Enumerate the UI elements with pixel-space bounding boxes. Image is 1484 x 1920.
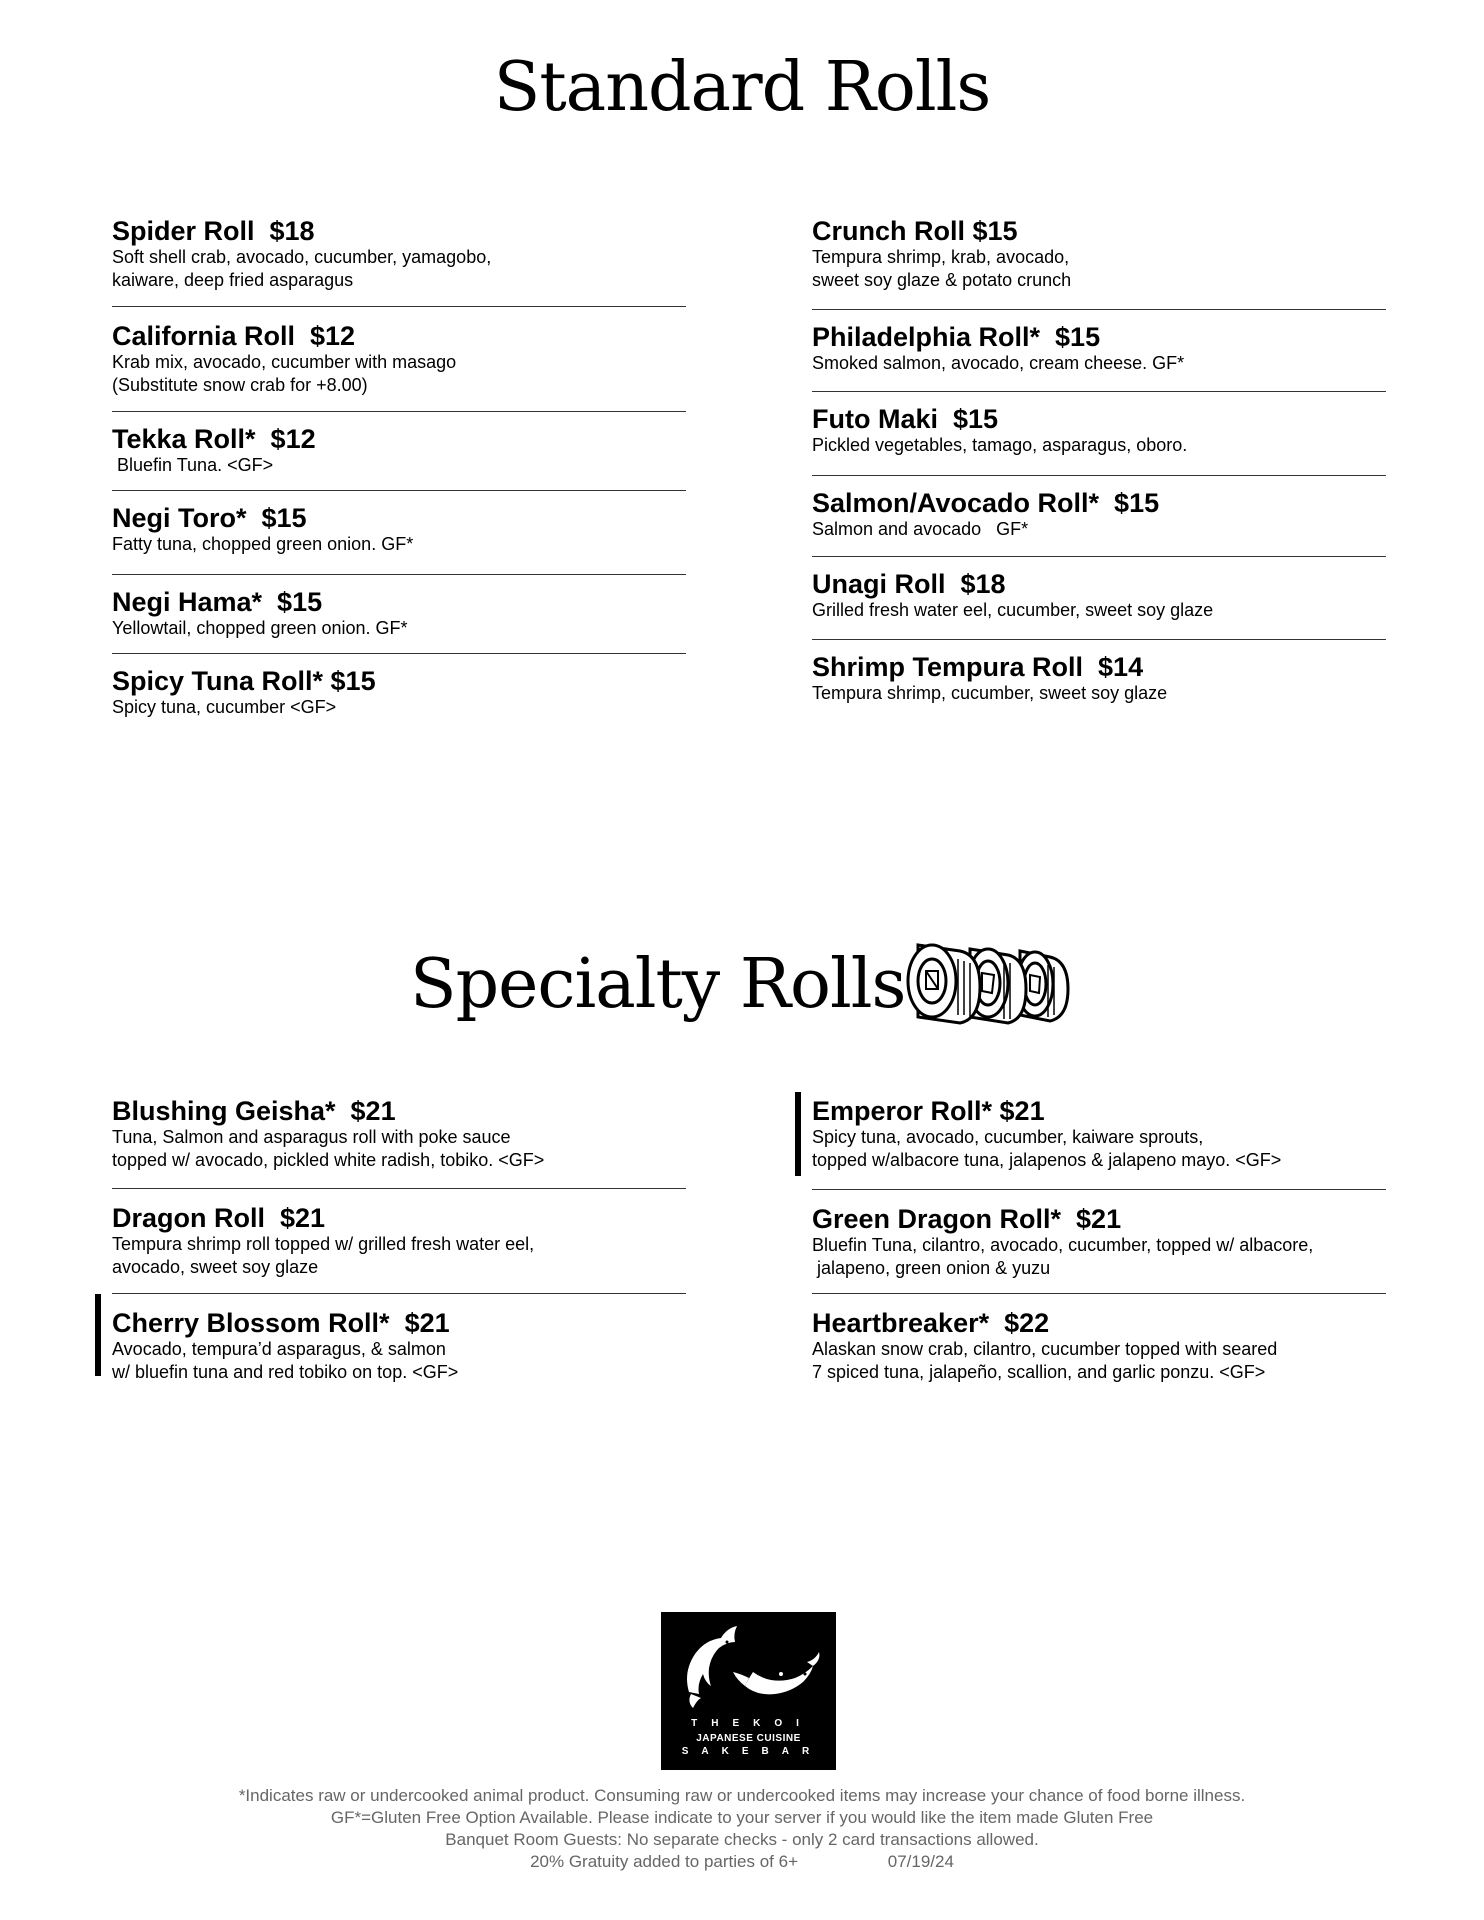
menu-item [112, 491, 686, 574]
footer-line: 20% Gratuity added to parties of 6+ 07/19/24 [530, 1852, 954, 1871]
koi-fish-icon [661, 1612, 836, 1712]
menu-item [812, 476, 1386, 556]
menu-item [112, 1189, 686, 1293]
standard-rolls-title: Standard Rolls [493, 48, 991, 127]
menu-item [112, 654, 686, 724]
item-name: Blushing Geisha* $21 [112, 1096, 396, 1126]
item-description: Yellowtail, chopped green onion. GF* [112, 618, 408, 638]
menu-item [112, 1096, 686, 1188]
footer-line: Banquet Room Guests: No separate checks - only 2 card transactions allowed. [445, 1830, 1039, 1849]
logo-line-2: JAPANESE CUISINE [696, 1733, 801, 1744]
standard-left-column [112, 216, 686, 724]
menu-item [112, 307, 686, 411]
highlight-bar [95, 1294, 101, 1376]
item-name: Cherry Blossom Roll* $21 [112, 1308, 450, 1338]
item-name: Tekka Roll* $12 [112, 424, 316, 454]
menu-item [112, 1294, 686, 1384]
menu-item [812, 640, 1386, 710]
specialty-left-column [112, 1096, 686, 1384]
footer-line: GF*=Gluten Free Option Available. Please indicate to your server if you would like the item made Gluten Free [330, 1808, 1154, 1827]
menu-item [112, 412, 686, 490]
item-description: Avocado, tempura’d asparagus, & salmon w/ bluefin tuna and red tobiko on top. <GF> [112, 1339, 459, 1382]
item-name: Shrimp Tempura Roll $14 [812, 652, 1144, 682]
item-name: Salmon/Avocado Roll* $15 [812, 488, 1160, 518]
item-name: California Roll $12 [112, 321, 356, 351]
item-description: Tuna, Salmon and asparagus roll with poke sauce topped w/ avocado, pickled white radish, tobiko. <GF> [112, 1127, 545, 1170]
item-description: Alaskan snow crab, cilantro, cucumber topped with seared 7 spiced tuna, jalapeño, scallion, and garlic ponzu. <GF> [812, 1339, 1278, 1382]
menu-item [112, 575, 686, 653]
specialty-rolls-header [0, 935, 1484, 1045]
menu-item [812, 216, 1386, 309]
footer-notes [0, 1785, 1484, 1873]
item-name: Unagi Roll $18 [812, 569, 1006, 599]
item-name: Philadelphia Roll* $15 [812, 322, 1101, 352]
menu-item [112, 216, 686, 306]
specialty-rolls-title: Specialty Rolls [410, 945, 906, 1024]
menu-item [812, 557, 1386, 639]
item-name: Crunch Roll $15 [812, 216, 1018, 246]
specialty-right-column [812, 1096, 1386, 1384]
menu-item [812, 1096, 1386, 1189]
item-description: Salmon and avocado GF* [812, 519, 1029, 539]
item-name: Emperor Roll* $21 [812, 1096, 1045, 1126]
item-name: Negi Toro* $15 [112, 503, 307, 533]
item-name: Heartbreaker* $22 [812, 1308, 1050, 1338]
item-description: Tempura shrimp, krab, avocado, sweet soy glaze & potato crunch [812, 247, 1072, 290]
item-name: Futo Maki $15 [812, 404, 999, 434]
menu-item [812, 392, 1386, 475]
menu-item [812, 1190, 1386, 1293]
logo-line-1: THEKOI [691, 1718, 813, 1729]
item-description: Tempura shrimp, cucumber, sweet soy glaze [812, 683, 1168, 703]
item-description: Pickled vegetables, tamago, asparagus, oboro. [812, 435, 1188, 455]
standard-right-column [812, 216, 1386, 710]
item-name: Green Dragon Roll* $21 [812, 1204, 1122, 1234]
restaurant-logo [661, 1612, 836, 1770]
item-description: Fatty tuna, chopped green onion. GF* [112, 534, 414, 554]
item-name: Spider Roll $18 [112, 216, 315, 246]
item-description: Bluefin Tuna. <GF> [112, 455, 274, 475]
footer-line: *Indicates raw or undercooked animal product. Consuming raw or undercooked items may increase your chance of food borne illness. [238, 1786, 1246, 1805]
highlight-bar [795, 1092, 801, 1176]
menu-item [812, 310, 1386, 391]
item-description: Krab mix, avocado, cucumber with masago (Substitute snow crab for +8.00) [112, 352, 457, 395]
item-name: Spicy Tuna Roll* $15 [112, 666, 376, 696]
item-description: Smoked salmon, avocado, cream cheese. GF* [812, 353, 1185, 373]
item-description: Soft shell crab, avocado, cucumber, yamagobo, kaiware, deep fried asparagus [112, 247, 492, 290]
item-description: Bluefin Tuna, cilantro, avocado, cucumber, topped w/ albacore, jalapeno, green onion & yuzu [812, 1235, 1314, 1278]
item-description: Spicy tuna, cucumber <GF> [112, 697, 337, 717]
sushi-rolls-icon [900, 939, 1080, 1039]
item-description: Grilled fresh water eel, cucumber, sweet soy glaze [812, 600, 1214, 620]
item-name: Dragon Roll $21 [112, 1203, 326, 1233]
item-description: Tempura shrimp roll topped w/ grilled fresh water eel, avocado, sweet soy glaze [112, 1234, 535, 1277]
item-description: Spicy tuna, avocado, cucumber, kaiware sprouts, topped w/albacore tuna, jalapenos & jalapeno mayo. <GF> [812, 1127, 1282, 1170]
item-name: Negi Hama* $15 [112, 587, 323, 617]
menu-item [812, 1294, 1386, 1384]
logo-line-3: SAKEBAR [681, 1746, 823, 1757]
